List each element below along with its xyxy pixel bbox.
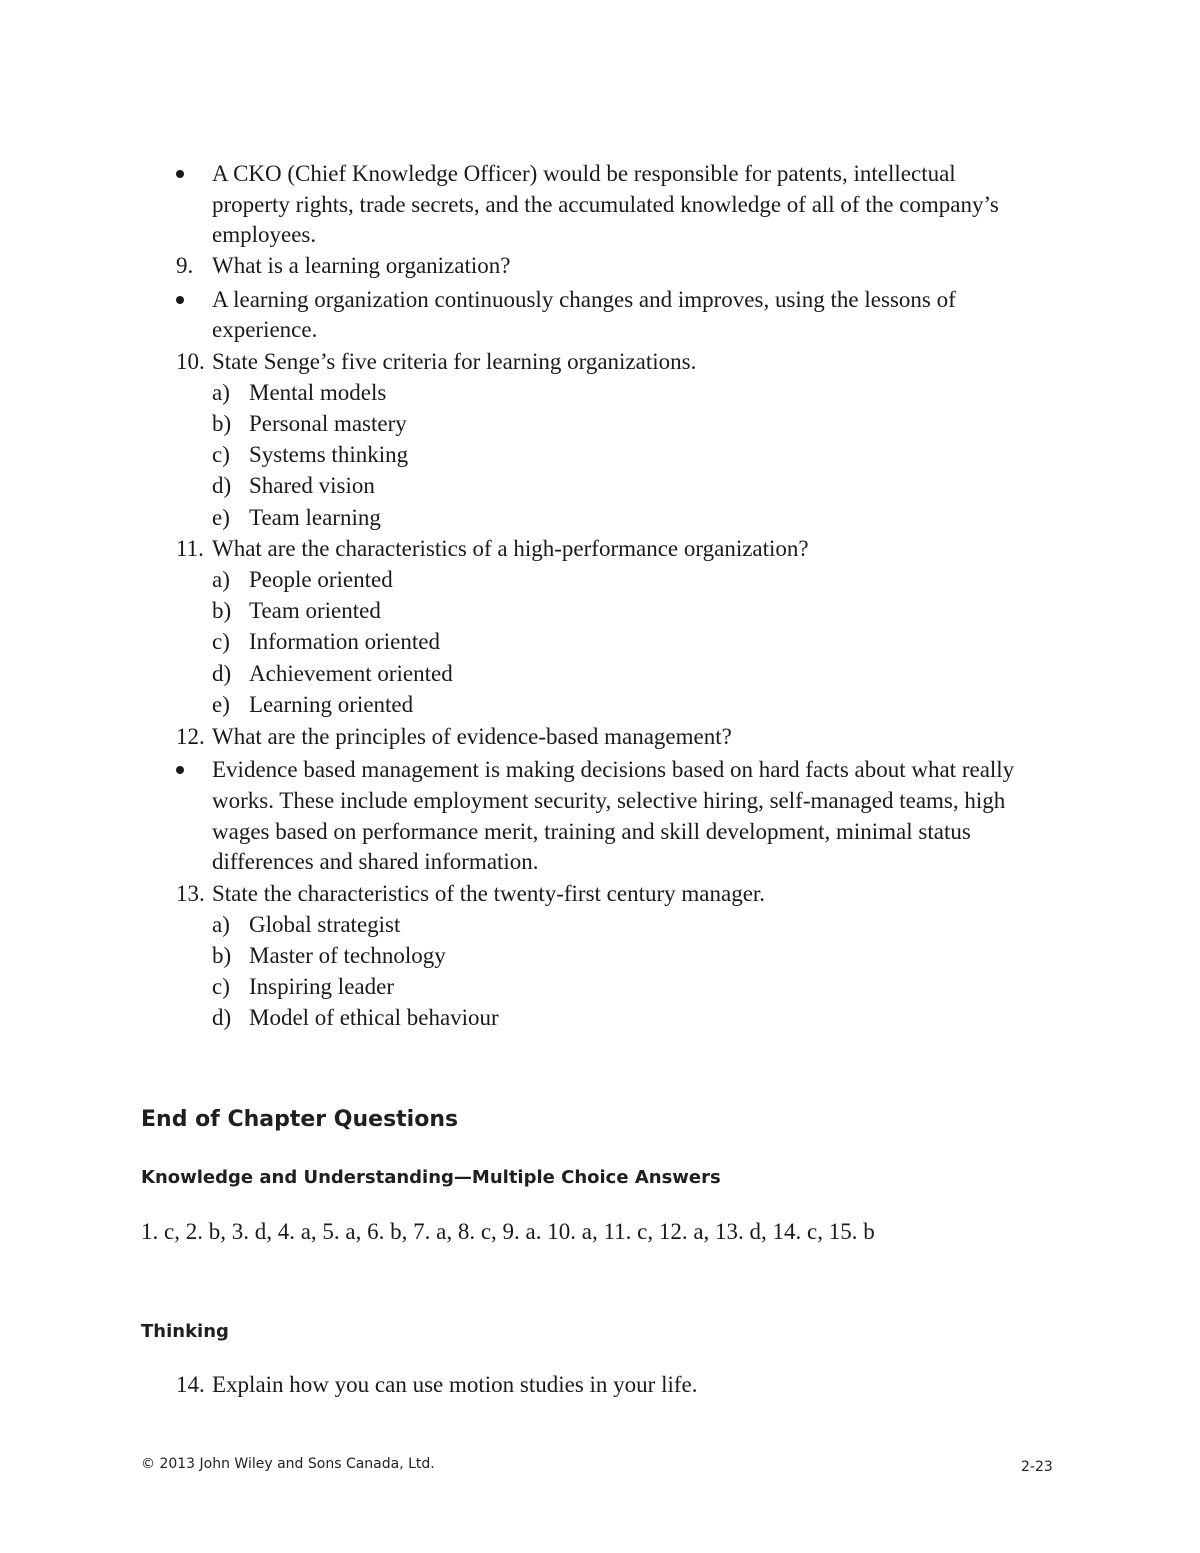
list-item-text: People oriented <box>249 567 393 592</box>
list-item-text: Shared vision <box>249 473 375 498</box>
section-heading: End of Chapter Questions <box>141 1107 459 1132</box>
list-item: c) <box>212 442 230 467</box>
evidence-line-2: works. These include employment security, selective hiring, self-managed teams, high <box>212 788 1006 813</box>
page-number: 2-23 <box>1021 1459 1053 1475</box>
list-item: a) <box>212 380 230 405</box>
q13-text: State the characteristics of the twenty-first century manager. <box>212 881 766 906</box>
list-item: d) <box>212 473 232 498</box>
evidence-line-4: differences and shared information. <box>212 849 539 874</box>
list-item: a) <box>212 912 230 937</box>
q9-number: 9. <box>176 253 194 278</box>
list-item-text: Systems thinking <box>249 442 409 467</box>
bullet-icon <box>176 766 184 774</box>
list-item-text: Master of technology <box>249 943 446 968</box>
list-item: e) <box>212 505 230 530</box>
q14-text: Explain how you can use motion studies in your life. <box>212 1372 698 1397</box>
list-item: c) <box>212 629 230 654</box>
q11-number: 11. <box>176 536 204 561</box>
q10-text: State Senge’s five criteria for learning organizations. <box>212 349 697 374</box>
bullet-icon <box>176 170 184 178</box>
list-item: b) <box>212 598 232 623</box>
list-item: b) <box>212 943 232 968</box>
list-item: d) <box>212 1005 232 1030</box>
learning-line-2: experience. <box>212 317 318 342</box>
cko-line-3: employees. <box>212 222 317 247</box>
knowledge-heading: Knowledge and Understanding—Multiple Choice Answers <box>141 1167 721 1188</box>
q11-text: What are the characteristics of a high-performance organization? <box>212 536 809 561</box>
list-item-text: Personal mastery <box>249 411 407 436</box>
list-item-text: Inspiring leader <box>249 974 394 999</box>
footer-copyright: © 2013 John Wiley and Sons Canada, Ltd. <box>141 1456 435 1472</box>
list-item: e) <box>212 692 230 717</box>
q13-number: 13. <box>176 881 205 906</box>
list-item-text: Achievement oriented <box>249 661 453 686</box>
list-item-text: Information oriented <box>249 629 440 654</box>
list-item-text: Learning oriented <box>249 692 414 717</box>
list-item: a) <box>212 567 230 592</box>
q9-text: What is a learning organization? <box>212 253 511 278</box>
thinking-heading: Thinking <box>141 1321 229 1342</box>
mc-answers: 1. c, 2. b, 3. d, 4. a, 5. a, 6. b, 7. a, 8. c, 9. a. 10. a, 11. c, 12. a, 13. d, 14. c, 15. b <box>141 1219 875 1244</box>
list-item: c) <box>212 974 230 999</box>
q10-number: 10. <box>176 349 205 374</box>
q14-number: 14. <box>176 1372 205 1397</box>
list-item-text: Model of ethical behaviour <box>249 1005 499 1030</box>
list-item-text: Global strategist <box>249 912 401 937</box>
list-item-text: Mental models <box>249 380 387 405</box>
q12-text: What are the principles of evidence-based management? <box>212 724 732 749</box>
cko-line-1: A CKO (Chief Knowledge Officer) would be responsible for patents, intellectual <box>212 161 956 186</box>
list-item-text: Team oriented <box>249 598 381 623</box>
learning-line-1: A learning organization continuously changes and improves, using the lessons of <box>212 287 956 312</box>
evidence-line-1: Evidence based management is making decisions based on hard facts about what really <box>212 757 1015 782</box>
list-item-text: Team learning <box>249 505 381 530</box>
evidence-line-3: wages based on performance merit, training and skill development, minimal status <box>212 819 971 844</box>
q12-number: 12. <box>176 724 205 749</box>
bullet-icon <box>176 296 184 304</box>
list-item: d) <box>212 661 232 686</box>
list-item: b) <box>212 411 232 436</box>
cko-line-2: property rights, trade secrets, and the accumulated knowledge of all of the company’s <box>212 192 999 217</box>
